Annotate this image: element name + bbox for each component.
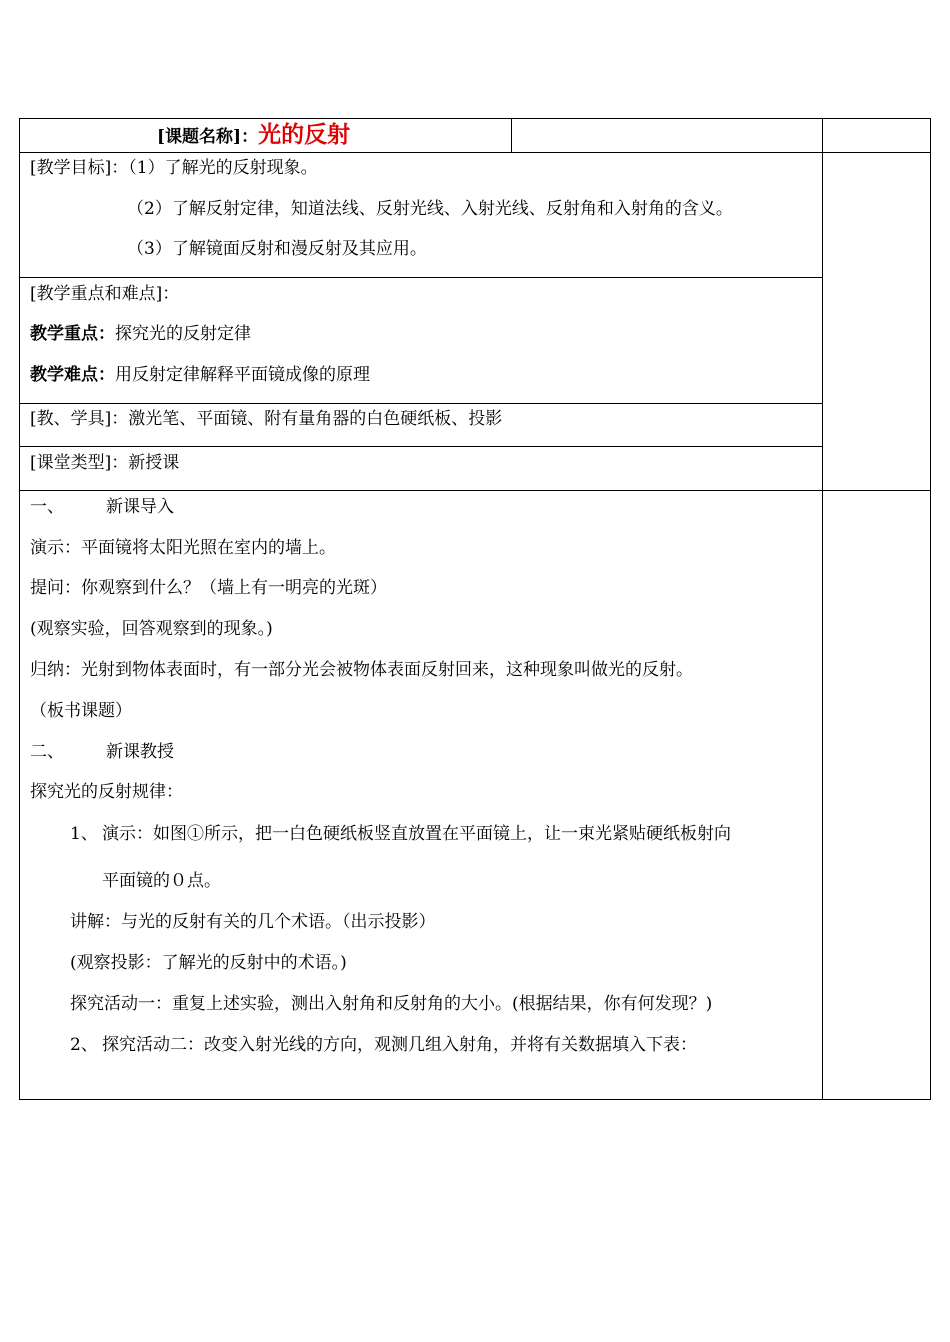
- row-divider-body: [19, 490, 931, 491]
- item-1-number: 1、: [70, 824, 98, 844]
- title-colon: ：: [241, 127, 259, 147]
- item-1-line-1: 演示：如图①所示，把一白色硬纸板竖直放置在平面镜上，让一束光紧贴硬纸板射向: [102, 824, 731, 844]
- lesson-title: 光的反射: [258, 121, 351, 148]
- explore-line: 探究光的反射规律：: [30, 782, 183, 802]
- item-2-number: 2、: [70, 1035, 98, 1055]
- objectives-label-text: [教学目标]：: [30, 158, 129, 178]
- col-divider-header: [511, 118, 512, 153]
- title-label: [课题名称]: [157, 127, 242, 147]
- question-line: 提问：你观察到什么？（墙上有一明亮的光斑）: [30, 578, 387, 598]
- difficulty-line: [30, 364, 370, 386]
- observe-line: (观察实验，回答观察到的现象。): [30, 619, 273, 639]
- page-title: [157, 122, 350, 150]
- summary-line: 归纳：光射到物体表面时，有一部分光会被物体表面反射回来，这种现象叫做光的反射。: [30, 660, 693, 680]
- row-divider-tools: [19, 446, 823, 447]
- row-divider-header: [19, 152, 931, 153]
- lesson-type-line: [课堂类型]：新授课: [30, 453, 180, 473]
- objective-1: （1）了解光的反射现象。: [128, 158, 318, 178]
- activity-1-line: 探究活动一：重复上述实验，测出入射角和反射角的大小。(根据结果，你有何发现？): [70, 994, 713, 1014]
- difficulty-text: 用反射定律解释平面镜成像的原理: [115, 365, 370, 385]
- objectives-label: [30, 157, 318, 179]
- explain-line: 讲解：与光的反射有关的几个术语。（出示投影）: [70, 912, 436, 932]
- item-2-text: 探究活动二：改变入射光线的方向，观测几组入射角，并将有关数据填入下表：: [102, 1035, 697, 1055]
- demo-line: 演示：平面镜将太阳光照在室内的墙上。: [30, 538, 336, 558]
- section-2-title: 新课教授: [106, 742, 174, 762]
- focus-label: 教学重点：: [30, 324, 115, 344]
- tools-line: [教、学具]：激光笔、平面镜、附有量角器的白色硬纸板、投影: [30, 409, 503, 429]
- objective-3: （3）了解镜面反射和漫反射及其应用。: [127, 239, 427, 259]
- row-divider-keypoints: [19, 403, 823, 404]
- item-1-line-2: 平面镜的０点。: [102, 871, 221, 891]
- board-line: （板书课题）: [30, 701, 132, 721]
- focus-line: [30, 323, 251, 345]
- section-1-number: 一、: [30, 497, 64, 517]
- focus-text: 探究光的反射定律: [115, 324, 251, 344]
- section-2-number: 二、: [30, 742, 64, 762]
- objective-2: （2）了解反射定律，知道法线、反射光线、入射光线、反射角和入射角的含义。: [127, 199, 733, 219]
- keypoints-label: [教学重点和难点]：: [30, 284, 180, 304]
- difficulty-label: 教学难点：: [30, 365, 115, 385]
- section-1-title: 新课导入: [106, 497, 174, 517]
- observe-2-line: (观察投影：了解光的反射中的术语。): [70, 953, 347, 973]
- col-divider-right: [822, 118, 823, 1100]
- row-divider-objectives: [19, 277, 823, 278]
